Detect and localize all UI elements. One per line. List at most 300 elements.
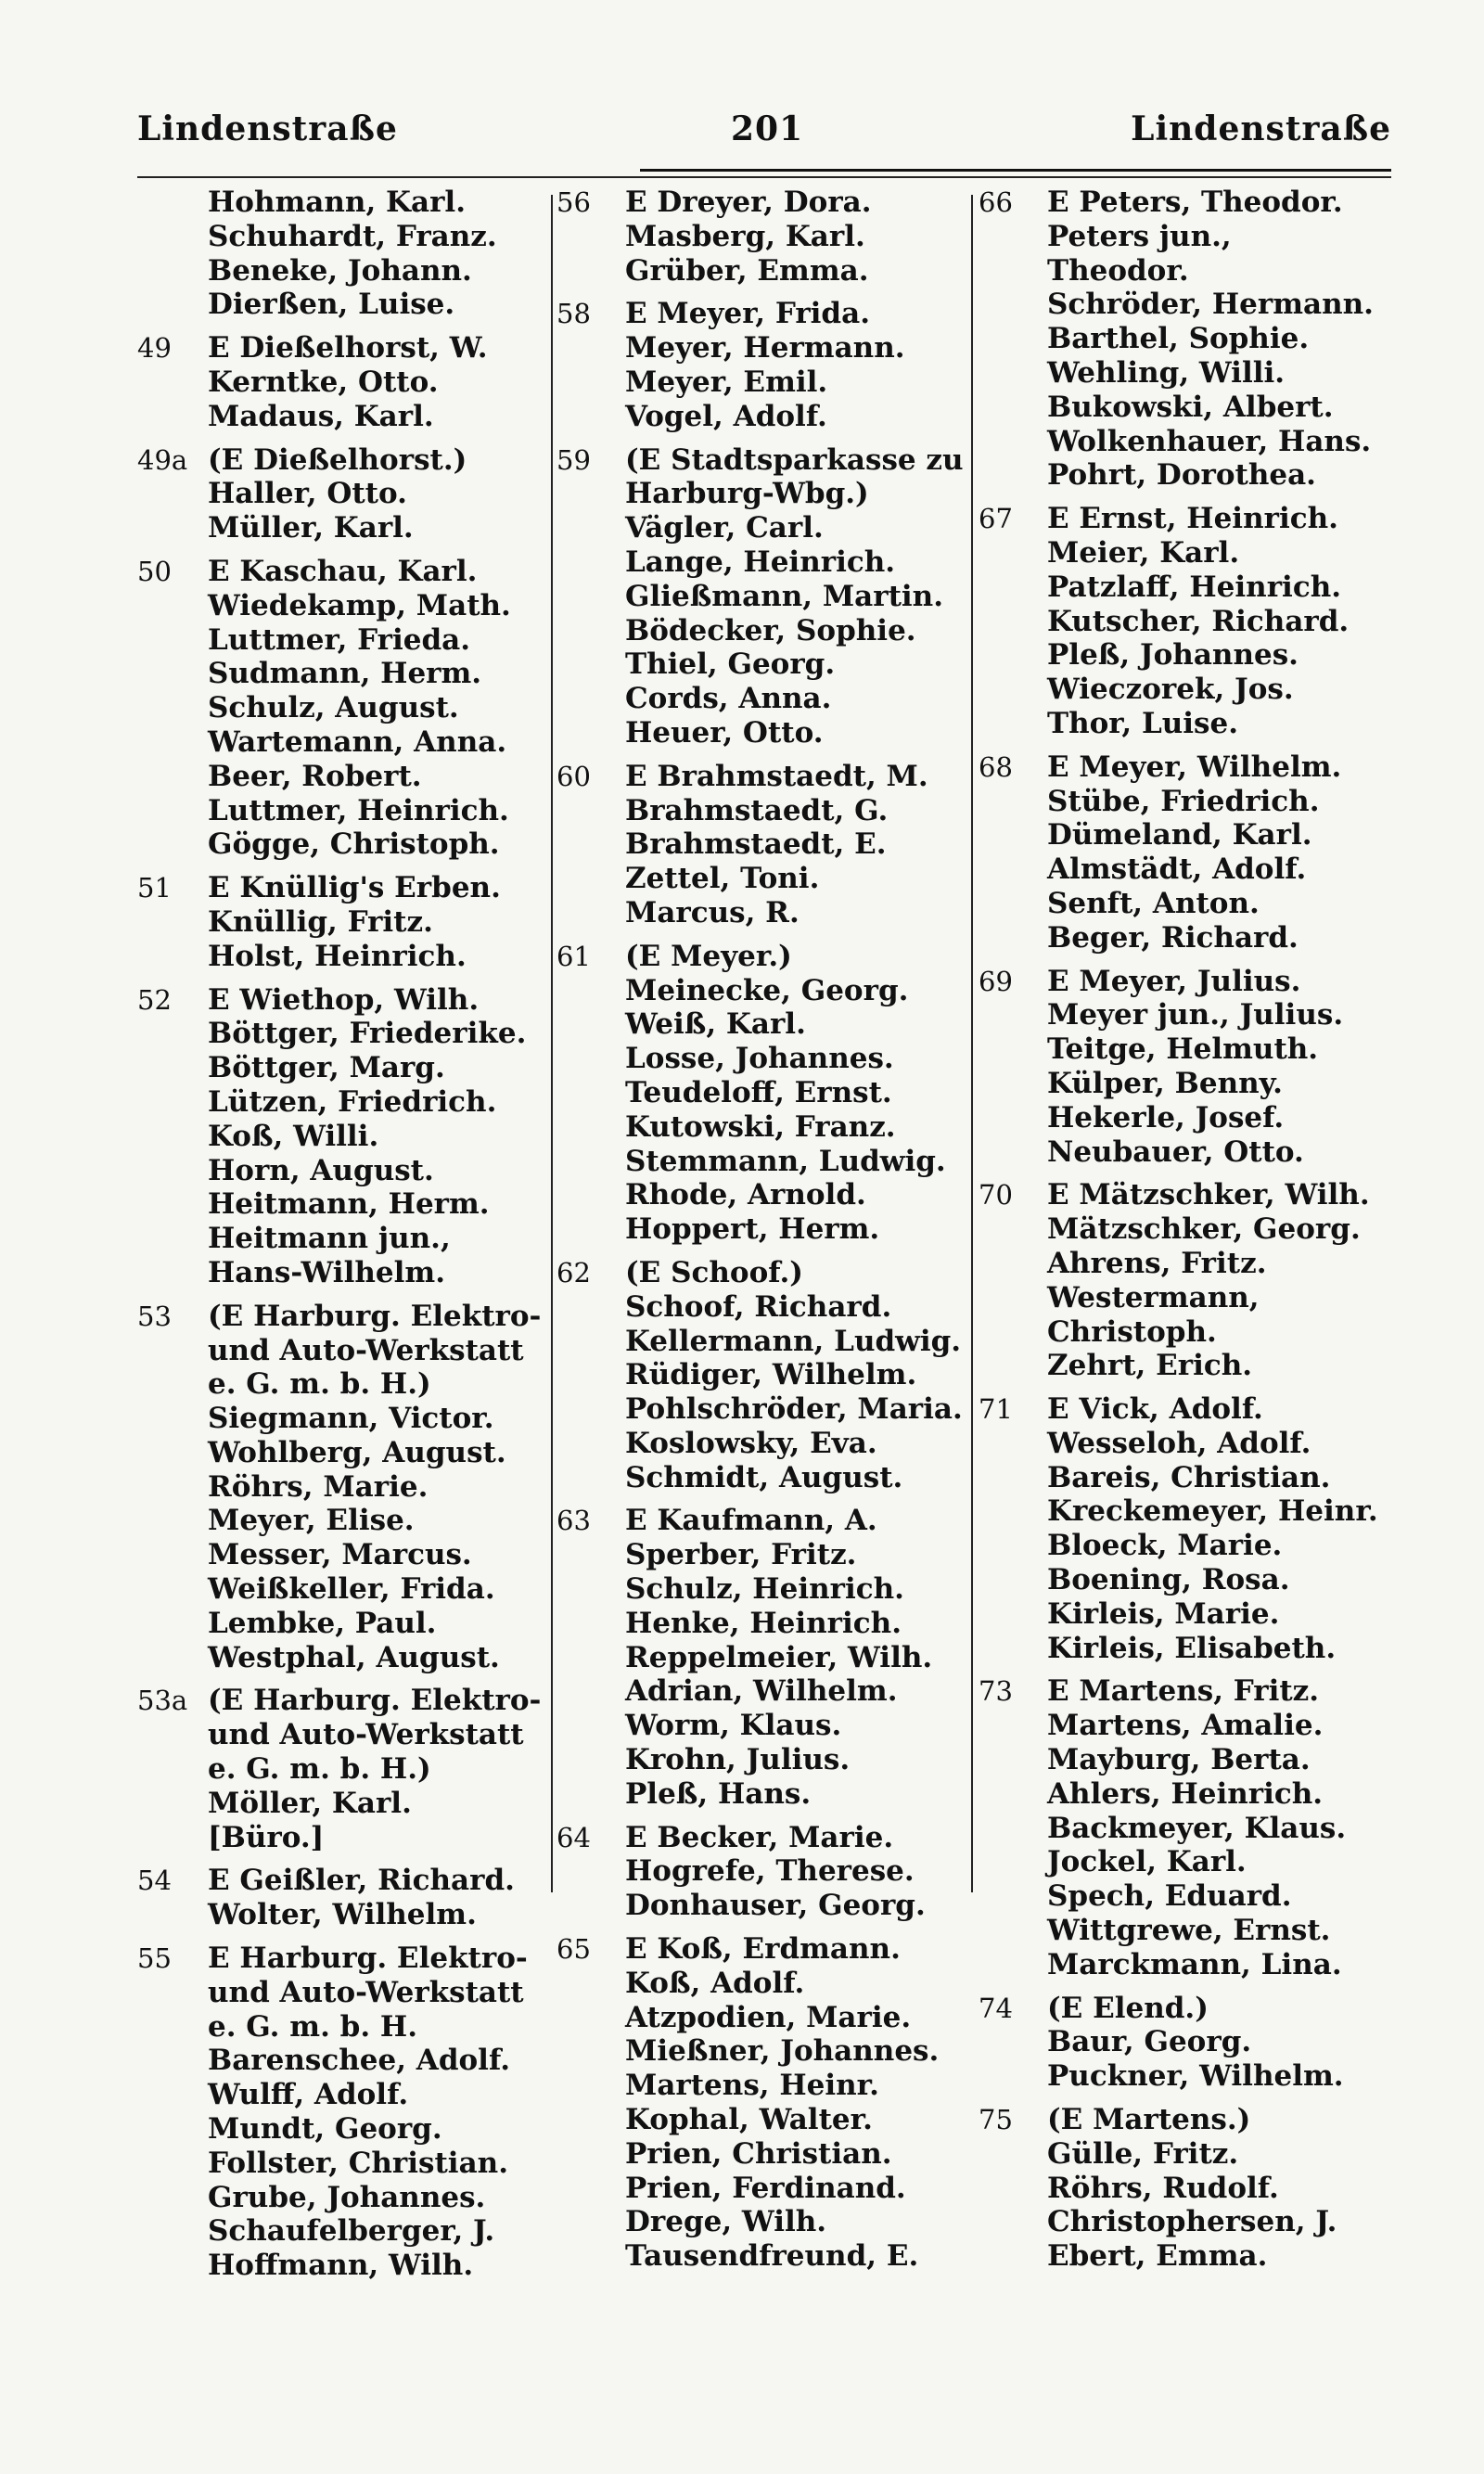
resident-name: Schaufelberger, J. xyxy=(208,2214,495,2249)
resident-name: Schulz, Heinrich. xyxy=(625,1572,904,1607)
directory-row xyxy=(556,1461,969,1495)
resident-name: Hans-Wilhelm. xyxy=(208,1255,445,1289)
directory-row xyxy=(556,614,969,648)
directory-row xyxy=(137,1976,545,2010)
directory-row xyxy=(556,1178,969,1212)
directory-row xyxy=(979,1315,1396,1350)
resident-name: Stemmann, Ludwig. xyxy=(625,1144,946,1178)
resident-name: Dierßen, Luise. xyxy=(208,288,455,322)
resident-name: Kirleis, Marie. xyxy=(1047,1596,1280,1631)
resident-name: Patzlaff, Heinrich. xyxy=(1047,570,1342,604)
resident-name: Heitmann, Herm. xyxy=(208,1187,490,1222)
resident-name: (E Meyer.) xyxy=(625,939,792,973)
entry-gap xyxy=(137,545,545,555)
directory-row xyxy=(979,1349,1396,1383)
entry-gap xyxy=(979,1665,1396,1674)
directory-row xyxy=(979,2025,1396,2059)
directory-row xyxy=(979,1392,1396,1427)
resident-name: Weißkeller, Frida. xyxy=(208,1572,495,1607)
directory-row xyxy=(137,1120,545,1154)
resident-name: [Büro.] xyxy=(208,1820,325,1854)
directory-row xyxy=(556,2001,969,2035)
entry-gap xyxy=(979,741,1396,750)
directory-row xyxy=(979,750,1396,785)
directory-row xyxy=(556,1392,969,1427)
directory-row xyxy=(979,2205,1396,2239)
directory-row xyxy=(556,794,969,828)
directory-row xyxy=(137,1898,545,1932)
directory-row xyxy=(137,1367,545,1402)
directory-row xyxy=(556,186,969,220)
resident-name: Hoppert, Herm. xyxy=(625,1212,880,1247)
resident-name: Worm, Klaus. xyxy=(625,1709,842,1743)
directory-row xyxy=(979,1812,1396,1846)
resident-name: Mayburg, Berta. xyxy=(1047,1743,1311,1777)
house-number: 65 xyxy=(556,1933,591,1966)
resident-name: E Dreyer, Dora. xyxy=(625,186,872,219)
header-rule-thick xyxy=(640,169,1391,172)
resident-name: Gögge, Christoph. xyxy=(208,827,500,862)
resident-name: Wiedekamp, Math. xyxy=(208,588,511,622)
directory-row xyxy=(556,1607,969,1641)
directory-row xyxy=(556,1967,969,2001)
resident-name: (E Harburg. Elektro- xyxy=(208,1299,542,1333)
directory-row xyxy=(556,1145,969,1179)
directory-row xyxy=(137,725,545,760)
directory-row xyxy=(137,1821,545,1855)
resident-name: Meyer, Elise. xyxy=(208,1504,415,1538)
resident-name: und Auto-Werkstatt xyxy=(208,1975,524,2009)
resident-name: E Ernst, Heinrich. xyxy=(1047,502,1338,536)
resident-name: Möller, Karl. xyxy=(208,1786,412,1820)
house-number: 59 xyxy=(556,443,591,476)
resident-name: Puckner, Wilhelm. xyxy=(1047,2059,1344,2094)
resident-name: Zettel, Toni. xyxy=(625,862,820,896)
entry-gap xyxy=(137,1290,545,1300)
directory-row xyxy=(979,502,1396,536)
directory-row xyxy=(979,1597,1396,1632)
entry-gap xyxy=(137,862,545,871)
resident-name: Böttger, Friederike. xyxy=(208,1017,527,1051)
directory-row xyxy=(556,760,969,794)
address-column-2 xyxy=(556,186,969,2274)
directory-row xyxy=(979,1777,1396,1812)
directory-row xyxy=(137,1017,545,1051)
directory-row xyxy=(556,400,969,434)
directory-row xyxy=(556,2239,969,2274)
directory-row xyxy=(137,1085,545,1120)
resident-name: Luttmer, Frieda. xyxy=(208,622,471,657)
directory-row xyxy=(556,896,969,930)
directory-row xyxy=(137,1752,545,1787)
directory-row xyxy=(979,1032,1396,1067)
directory-row xyxy=(556,365,969,400)
resident-name: Wolter, Wilhelm. xyxy=(208,1898,477,1932)
directory-row xyxy=(556,1641,969,1675)
resident-name: Wesseloh, Adolf. xyxy=(1047,1426,1311,1460)
directory-row xyxy=(979,1135,1396,1170)
entry-gap xyxy=(556,1494,969,1504)
directory-row xyxy=(556,1504,969,1538)
directory-row xyxy=(556,827,969,862)
resident-name: Thor, Luise. xyxy=(1047,706,1239,740)
directory-row xyxy=(137,1684,545,1718)
directory-row xyxy=(556,1256,969,1290)
directory-row xyxy=(556,580,969,614)
resident-name: Mießner, Johannes. xyxy=(625,2034,940,2069)
entry-gap xyxy=(137,434,545,443)
directory-row xyxy=(556,511,969,545)
house-number: 52 xyxy=(137,983,172,1016)
house-number: 53a xyxy=(137,1685,188,1717)
directory-row xyxy=(979,1101,1396,1135)
directory-row xyxy=(137,2249,545,2283)
resident-name: Koslowsky, Eva. xyxy=(625,1426,877,1460)
entry-gap xyxy=(979,493,1396,502)
resident-name: Bloeck, Marie. xyxy=(1047,1529,1283,1563)
directory-row xyxy=(556,1854,969,1889)
directory-row xyxy=(556,1042,969,1076)
resident-name: Weiß, Karl. xyxy=(625,1007,806,1042)
resident-name: und Auto-Werkstatt xyxy=(208,1333,524,1367)
directory-row xyxy=(556,1709,969,1743)
entry-gap xyxy=(979,1982,1396,1992)
resident-name: Losse, Johannes. xyxy=(625,1042,894,1076)
resident-name: E Geißler, Richard. xyxy=(208,1864,515,1898)
directory-row xyxy=(556,940,969,974)
resident-name: Boening, Rosa. xyxy=(1047,1563,1290,1597)
resident-name: Siegmann, Victor. xyxy=(208,1402,494,1436)
resident-name: Westphal, August. xyxy=(208,1640,500,1674)
house-number: 56 xyxy=(556,186,591,218)
resident-name: Meier, Karl. xyxy=(1047,535,1240,570)
directory-row xyxy=(556,1290,969,1325)
resident-name: Follster, Christian. xyxy=(208,2146,508,2180)
resident-name: Rhode, Arnold. xyxy=(625,1178,866,1212)
entry-gap xyxy=(556,1923,969,1932)
resident-name: Vägler, Carl. xyxy=(625,511,824,545)
directory-row xyxy=(979,1178,1396,1212)
resident-name: Wieczorek, Jos. xyxy=(1047,673,1294,707)
directory-row xyxy=(979,1914,1396,1948)
directory-row xyxy=(137,477,545,511)
directory-row xyxy=(137,1470,545,1505)
resident-name: e. G. m. b. H. xyxy=(208,2009,417,2044)
directory-row xyxy=(979,2103,1396,2137)
directory-row xyxy=(556,443,969,478)
directory-row xyxy=(137,555,545,589)
directory-row xyxy=(556,1110,969,1145)
directory-row xyxy=(137,623,545,658)
directory-row xyxy=(556,1427,969,1461)
directory-row xyxy=(137,2044,545,2078)
entry-gap xyxy=(137,322,545,331)
resident-name: Holst, Heinrich. xyxy=(208,939,467,973)
resident-name: Barenschee, Adolf. xyxy=(208,2044,510,2078)
resident-name: Cords, Anna. xyxy=(625,682,832,716)
directory-row xyxy=(137,1300,545,1334)
resident-name: Barthel, Sophie. xyxy=(1047,322,1310,356)
directory-row xyxy=(556,1325,969,1359)
entry-gap xyxy=(979,1169,1396,1178)
directory-row xyxy=(556,477,969,511)
resident-name: Vogel, Adolf. xyxy=(625,399,827,433)
resident-name: Senft, Anton. xyxy=(1047,886,1260,920)
resident-name: Martens, Amalie. xyxy=(1047,1709,1324,1743)
resident-name: (E Martens.) xyxy=(1047,2103,1251,2137)
resident-name: Pleß, Hans. xyxy=(625,1776,812,1811)
directory-row xyxy=(137,1436,545,1470)
entry-gap xyxy=(556,1812,969,1821)
resident-name: Röhrs, Marie. xyxy=(208,1469,429,1504)
directory-row xyxy=(137,1641,545,1675)
resident-name: Prien, Ferdinand. xyxy=(625,2171,906,2205)
entry-gap xyxy=(137,1854,545,1864)
resident-name: Neubauer, Otto. xyxy=(1047,1134,1304,1169)
directory-row xyxy=(979,921,1396,955)
resident-name: Henke, Heinrich. xyxy=(625,1606,902,1640)
resident-name: Stübe, Friedrich. xyxy=(1047,784,1320,818)
directory-row xyxy=(979,2172,1396,2206)
resident-name: E Becker, Marie. xyxy=(625,1820,894,1854)
directory-row xyxy=(556,331,969,365)
directory-row xyxy=(137,827,545,862)
entry-gap xyxy=(979,955,1396,965)
resident-name: Hohmann, Karl. xyxy=(208,186,466,219)
directory-row xyxy=(137,2010,545,2045)
resident-name: Kutscher, Richard. xyxy=(1047,604,1350,638)
directory-row xyxy=(556,682,969,716)
resident-name: Ahlers, Heinrich. xyxy=(1047,1776,1324,1811)
directory-row xyxy=(979,2059,1396,2094)
house-number: 50 xyxy=(137,555,172,587)
directory-row xyxy=(979,1427,1396,1461)
directory-row xyxy=(979,1281,1396,1315)
resident-name: (E Harburg. Elektro- xyxy=(208,1684,542,1718)
directory-row xyxy=(979,458,1396,493)
resident-name: Teudeloff, Ernst. xyxy=(625,1075,892,1109)
resident-name: Theodor. xyxy=(1047,253,1189,288)
resident-name: Mundt, Georg. xyxy=(208,2112,442,2147)
resident-name: Koß, Willi. xyxy=(208,1119,379,1153)
directory-row xyxy=(137,983,545,1018)
directory-row xyxy=(137,1572,545,1607)
directory-row xyxy=(137,1154,545,1188)
directory-row xyxy=(556,254,969,288)
directory-row xyxy=(556,2103,969,2137)
resident-name: E Meyer, Frida. xyxy=(625,297,870,331)
running-head-left: Lindenstraße xyxy=(137,109,398,148)
resident-name: Gließmann, Martin. xyxy=(625,579,944,613)
resident-name: E Meyer, Julius. xyxy=(1047,964,1301,998)
directory-row xyxy=(137,1942,545,1976)
resident-name: Wulff, Adolf. xyxy=(208,2078,409,2112)
resident-name: Pohlschröder, Maria. xyxy=(625,1392,963,1427)
directory-row xyxy=(979,1948,1396,1982)
directory-row xyxy=(137,1256,545,1290)
resident-name: E Mätzschker, Wilh. xyxy=(1047,1178,1370,1212)
resident-name: Backmeyer, Klaus. xyxy=(1047,1811,1347,1845)
resident-name: E Knüllig's Erben. xyxy=(208,871,501,905)
resident-name: Wehling, Willi. xyxy=(1047,355,1286,390)
entry-gap xyxy=(556,288,969,297)
resident-name: Müller, Karl. xyxy=(208,511,414,545)
resident-name: Kellermann, Ludwig. xyxy=(625,1324,962,1358)
resident-name: Spech, Eduard. xyxy=(1047,1879,1292,1914)
resident-name: Haller, Otto. xyxy=(208,477,407,511)
resident-name: Schuhardt, Franz. xyxy=(208,219,497,253)
resident-name: Sperber, Fritz. xyxy=(625,1538,857,1572)
resident-name: e. G. m. b. H.) xyxy=(208,1752,431,1787)
directory-row xyxy=(979,220,1396,254)
house-number: 62 xyxy=(556,1256,591,1288)
resident-name: Bareis, Christian. xyxy=(1047,1460,1331,1494)
directory-row xyxy=(979,1632,1396,1666)
directory-row xyxy=(979,673,1396,707)
resident-name: Messer, Marcus. xyxy=(208,1538,472,1572)
resident-name: Bukowski, Albert. xyxy=(1047,390,1334,424)
directory-row xyxy=(979,887,1396,921)
directory-row xyxy=(979,1529,1396,1563)
entry-gap xyxy=(979,1383,1396,1392)
house-number: 71 xyxy=(979,1393,1013,1426)
directory-row xyxy=(137,443,545,478)
resident-name: Jockel, Karl. xyxy=(1047,1845,1247,1879)
resident-name: E Peters, Theodor. xyxy=(1047,186,1343,219)
address-column-3 xyxy=(979,186,1396,2274)
house-number: 54 xyxy=(137,1865,172,1897)
resident-name: Bödecker, Sophie. xyxy=(625,613,916,647)
house-number: 75 xyxy=(979,2104,1013,2136)
directory-row xyxy=(979,818,1396,852)
resident-name: E Harburg. Elektro- xyxy=(208,1942,528,1976)
directory-row xyxy=(979,391,1396,425)
resident-name: Atzpodien, Marie. xyxy=(625,2000,912,2034)
resident-name: Knüllig, Fritz. xyxy=(208,904,433,939)
resident-name: Schmidt, August. xyxy=(625,1460,903,1494)
directory-row xyxy=(979,1494,1396,1529)
house-number: 55 xyxy=(137,1942,172,1975)
directory-row xyxy=(137,1187,545,1222)
resident-name: E Kaufmann, A. xyxy=(625,1504,877,1538)
directory-row xyxy=(979,785,1396,819)
directory-row xyxy=(137,2214,545,2249)
resident-name: Harburg-Wbg.) xyxy=(625,477,869,511)
resident-name: Adrian, Wilhelm. xyxy=(625,1674,898,1709)
resident-name: Christoph. xyxy=(1047,1314,1217,1349)
directory-row xyxy=(556,974,969,1008)
running-head-right: Lindenstraße xyxy=(1131,109,1391,148)
resident-name: Schröder, Hermann. xyxy=(1047,288,1374,322)
house-number: 61 xyxy=(556,940,591,972)
directory-row xyxy=(137,254,545,288)
resident-name: E Koß, Erdmann. xyxy=(625,1932,901,1967)
resident-name: Hekerle, Josef. xyxy=(1047,1100,1285,1134)
directory-row xyxy=(979,570,1396,605)
resident-name: Brahmstaedt, G. xyxy=(625,793,889,827)
house-number: 51 xyxy=(137,872,172,904)
resident-name: Zehrt, Erich. xyxy=(1047,1349,1253,1383)
resident-name: Heitmann jun., xyxy=(208,1222,451,1256)
directory-row xyxy=(556,1821,969,1855)
directory-row xyxy=(979,2239,1396,2274)
resident-name: Wartemann, Anna. xyxy=(208,724,507,759)
resident-name: Pleß, Johannes. xyxy=(1047,638,1298,673)
resident-name: Thiel, Georg. xyxy=(625,647,836,682)
resident-name: Beer, Robert. xyxy=(208,759,422,793)
resident-name: Meinecke, Georg. xyxy=(625,973,909,1007)
resident-name: e. G. m. b. H.) xyxy=(208,1367,431,1402)
resident-name: Prien, Christian. xyxy=(625,2136,892,2171)
entry-gap xyxy=(556,1247,969,1256)
resident-name: (E Schoof.) xyxy=(625,1255,803,1289)
resident-name: (E Stadtsparkasse zu xyxy=(625,442,964,477)
entry-gap xyxy=(556,434,969,443)
directory-row xyxy=(979,2137,1396,2172)
resident-name: Schulz, August. xyxy=(208,691,459,725)
directory-row xyxy=(556,1538,969,1572)
resident-name: (E Dießelhorst.) xyxy=(208,442,467,477)
column-divider-1 xyxy=(551,195,553,1892)
directory-row xyxy=(556,297,969,331)
directory-row xyxy=(979,638,1396,673)
resident-name: Beneke, Johann. xyxy=(208,253,472,288)
resident-name: E Dießelhorst, W. xyxy=(208,331,488,365)
directory-row xyxy=(137,1538,545,1572)
house-number: 74 xyxy=(979,1992,1013,2024)
directory-row xyxy=(556,545,969,580)
resident-name: Meyer, Emil. xyxy=(625,365,828,399)
directory-row xyxy=(979,998,1396,1032)
directory-row xyxy=(556,647,969,682)
directory-row xyxy=(556,716,969,750)
resident-name: Westermann, xyxy=(1047,1280,1260,1314)
house-number: 49 xyxy=(137,332,172,365)
resident-name: Teitge, Helmuth. xyxy=(1047,1032,1319,1067)
resident-name: Pohrt, Dorothea. xyxy=(1047,458,1316,493)
resident-name: E Meyer, Wilhelm. xyxy=(1047,750,1342,784)
resident-name: Kirleis, Elisabeth. xyxy=(1047,1631,1337,1665)
directory-row xyxy=(979,605,1396,639)
directory-row xyxy=(137,2147,545,2181)
house-number: 66 xyxy=(979,186,1013,218)
directory-row xyxy=(979,1067,1396,1101)
directory-row xyxy=(137,2181,545,2215)
directory-row xyxy=(979,1674,1396,1709)
directory-row xyxy=(137,760,545,794)
directory-row xyxy=(556,1932,969,1967)
resident-name: Brahmstaedt, E. xyxy=(625,827,887,862)
resident-name: Peters jun., xyxy=(1047,219,1232,253)
resident-name: Rüdiger, Wilhelm. xyxy=(625,1358,917,1392)
directory-row xyxy=(137,589,545,623)
directory-row xyxy=(979,536,1396,570)
directory-row xyxy=(556,1674,969,1709)
directory-row xyxy=(979,1879,1396,1914)
directory-row xyxy=(137,1222,545,1256)
directory-row xyxy=(556,2172,969,2206)
directory-row xyxy=(979,1461,1396,1495)
directory-row xyxy=(979,356,1396,391)
header-rule-thin xyxy=(137,176,1391,178)
resident-name: Christophersen, J. xyxy=(1047,2205,1337,2239)
house-number: 70 xyxy=(979,1179,1013,1211)
resident-name: Krohn, Julius. xyxy=(625,1743,851,1777)
page-number: 201 xyxy=(731,109,804,148)
resident-name: Meyer jun., Julius. xyxy=(1047,998,1344,1032)
resident-name: E Kaschau, Karl. xyxy=(208,554,478,588)
entry-gap xyxy=(137,974,545,983)
